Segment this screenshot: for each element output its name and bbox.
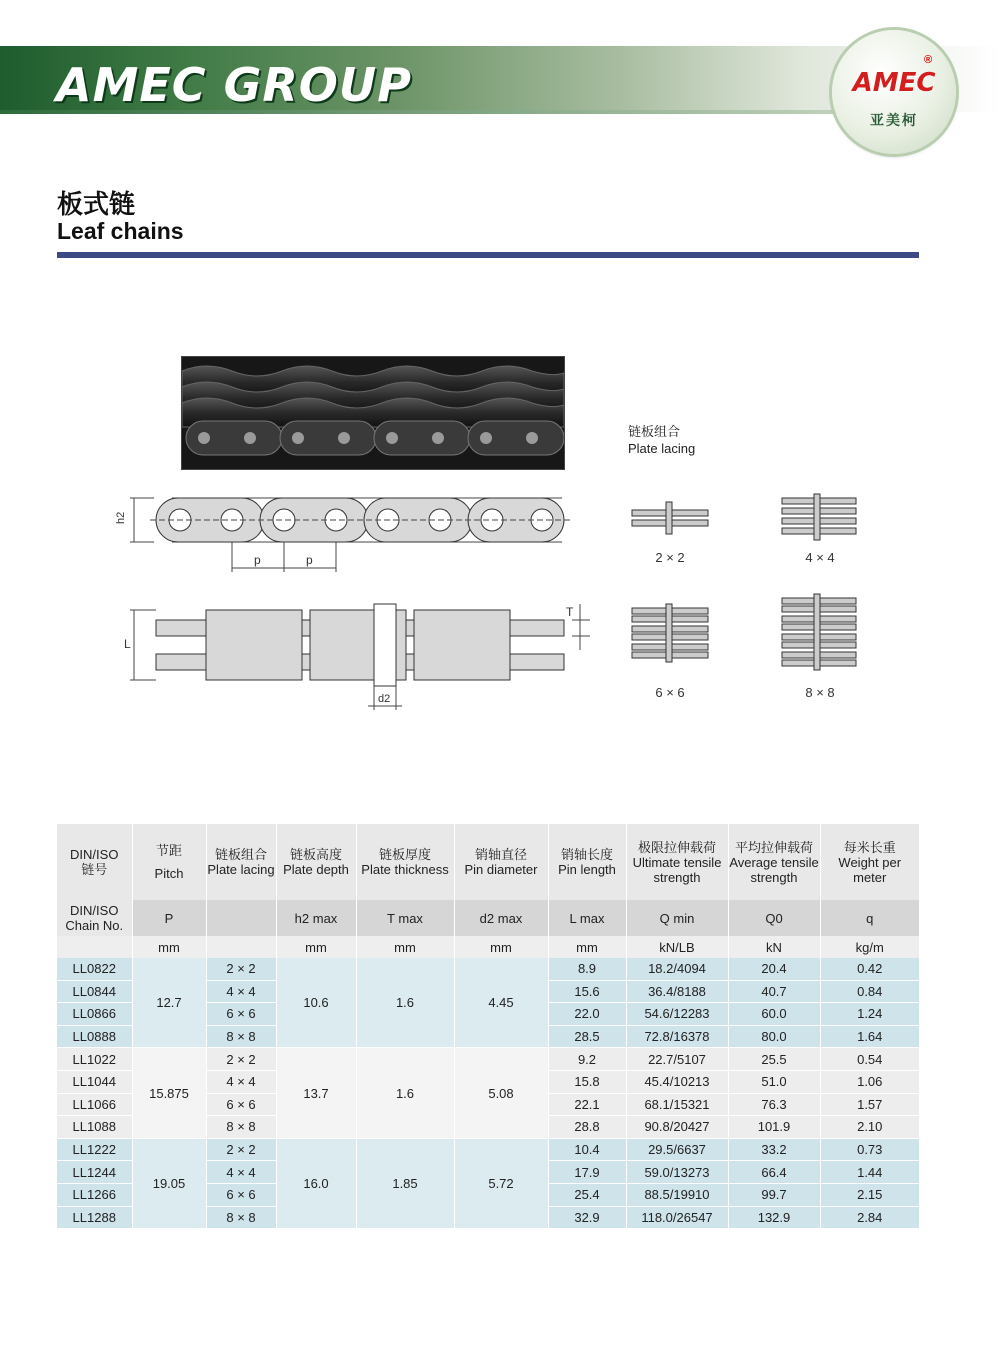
average-strength-cell: 76.3 xyxy=(728,1093,820,1116)
sym-pitch: P xyxy=(132,900,206,936)
pin-length-cell: 28.8 xyxy=(548,1116,626,1139)
chain-no-cell: LL1044 xyxy=(57,1070,132,1093)
depth-cell: 10.6 xyxy=(276,958,356,1048)
label-L: L xyxy=(124,637,131,651)
pin-length-cell: 9.2 xyxy=(548,1048,626,1071)
table-row xyxy=(57,1138,919,1161)
depth-cell: 13.7 xyxy=(276,1048,356,1138)
average-strength-cell: 20.4 xyxy=(728,958,820,980)
pitch-cell: 15.875 xyxy=(132,1048,206,1138)
lacing-4x4-diagram xyxy=(778,492,862,542)
lacing-4x4-label: 4 × 4 xyxy=(805,550,835,565)
label-p1: p xyxy=(254,553,261,567)
header-depth: 链板高度 Plate depth xyxy=(276,824,356,900)
thickness-cell: 1.6 xyxy=(356,958,454,1048)
unit-lacing xyxy=(206,936,276,958)
sym-lacing xyxy=(206,900,276,936)
weight-cell: 1.06 xyxy=(820,1070,919,1093)
pin-length-cell: 22.0 xyxy=(548,1003,626,1026)
weight-cell: 1.24 xyxy=(820,1003,919,1026)
logo-word: AMEC xyxy=(852,68,936,98)
ultimate-strength-cell: 59.0/13273 xyxy=(626,1161,728,1184)
lacing-cell: 2 × 2 xyxy=(206,1138,276,1161)
lacing-cell: 6 × 6 xyxy=(206,1003,276,1026)
header-pin-length: 销轴长度 Pin length xyxy=(548,824,626,900)
average-strength-cell: 33.2 xyxy=(728,1138,820,1161)
unit-weight: kg/m xyxy=(820,936,919,958)
label-p2: p xyxy=(306,553,313,567)
brand-title: AMEC GROUP xyxy=(56,58,412,112)
lacing-cell: 6 × 6 xyxy=(206,1093,276,1116)
sym-pin-length: L max xyxy=(548,900,626,936)
pin-diameter-cell: 4.45 xyxy=(454,958,548,1048)
lacing-title xyxy=(628,423,695,457)
sym-weight: q xyxy=(820,900,919,936)
thickness-cell: 1.6 xyxy=(356,1048,454,1138)
lacing-cell: 4 × 4 xyxy=(206,980,276,1003)
pin-length-cell: 10.4 xyxy=(548,1138,626,1161)
lacing-8x8-diagram xyxy=(778,592,862,672)
page-title-en: Leaf chains xyxy=(57,218,184,244)
lacing-cell: 2 × 2 xyxy=(206,1048,276,1071)
label-T: T xyxy=(566,605,574,619)
unit-depth: mm xyxy=(276,936,356,958)
chain-no-cell: LL1244 xyxy=(57,1161,132,1184)
pin-length-cell: 15.8 xyxy=(548,1070,626,1093)
pitch-cell: 12.7 xyxy=(132,958,206,1048)
chain-no-cell: LL0844 xyxy=(57,980,132,1003)
weight-cell: 0.73 xyxy=(820,1138,919,1161)
chain-no-cell: LL1222 xyxy=(57,1138,132,1161)
unit-chain-no xyxy=(57,936,132,958)
chain-no-cell: LL0888 xyxy=(57,1025,132,1048)
average-strength-cell: 25.5 xyxy=(728,1048,820,1071)
unit-average: kN xyxy=(728,936,820,958)
weight-cell: 2.84 xyxy=(820,1206,919,1229)
label-d2: d2 xyxy=(378,693,391,705)
unit-pin-length: mm xyxy=(548,936,626,958)
chain-photo xyxy=(181,356,565,470)
pin-diameter-cell: 5.72 xyxy=(454,1138,548,1228)
spec-table-body xyxy=(57,958,919,1229)
amec-logo xyxy=(832,30,956,154)
sym-ultimate: Q min xyxy=(626,900,728,936)
lacing-cell: 8 × 8 xyxy=(206,1025,276,1048)
weight-cell: 0.84 xyxy=(820,980,919,1003)
header-lacing: 链板组合 Plate lacing xyxy=(206,824,276,900)
lacing-8x8-label: 8 × 8 xyxy=(805,685,835,700)
title-rule xyxy=(57,252,919,258)
average-strength-cell: 99.7 xyxy=(728,1183,820,1206)
pin-length-cell: 8.9 xyxy=(548,958,626,980)
spec-table xyxy=(57,824,919,1229)
pin-length-cell: 17.9 xyxy=(548,1161,626,1184)
ultimate-strength-cell: 54.6/12283 xyxy=(626,1003,728,1026)
unit-ultimate: kN/LB xyxy=(626,936,728,958)
weight-cell: 0.42 xyxy=(820,958,919,980)
lacing-6x6-diagram xyxy=(630,602,714,664)
ultimate-strength-cell: 22.7/5107 xyxy=(626,1048,728,1071)
lacing-title-cn: 链板组合 xyxy=(628,424,681,439)
average-strength-cell: 132.9 xyxy=(728,1206,820,1229)
weight-cell: 0.54 xyxy=(820,1048,919,1071)
ultimate-strength-cell: 72.8/16378 xyxy=(626,1025,728,1048)
lacing-2x2-diagram xyxy=(630,498,714,538)
chain-no-cell: LL0822 xyxy=(57,958,132,980)
pin-length-cell: 22.1 xyxy=(548,1093,626,1116)
unit-pin-diameter: mm xyxy=(454,936,548,958)
ultimate-strength-cell: 90.8/20427 xyxy=(626,1116,728,1139)
lacing-6x6-label: 6 × 6 xyxy=(655,685,685,700)
ultimate-strength-cell: 68.1/15321 xyxy=(626,1093,728,1116)
header-average-strength: 平均拉伸载荷 Average tensile strength xyxy=(728,824,820,900)
pin-length-cell: 25.4 xyxy=(548,1183,626,1206)
ultimate-strength-cell: 18.2/4094 xyxy=(626,958,728,980)
chain-no-cell: LL1066 xyxy=(57,1093,132,1116)
table-row xyxy=(57,958,919,980)
logo-registered-mark: ® xyxy=(924,54,933,66)
lacing-cell: 8 × 8 xyxy=(206,1116,276,1139)
weight-cell: 1.57 xyxy=(820,1093,919,1116)
ultimate-strength-cell: 29.5/6637 xyxy=(626,1138,728,1161)
pin-length-cell: 32.9 xyxy=(548,1206,626,1229)
sym-thickness: T max xyxy=(356,900,454,936)
pitch-cell: 19.05 xyxy=(132,1138,206,1228)
ultimate-strength-cell: 45.4/10213 xyxy=(626,1070,728,1093)
header-pin-diameter: 销轴直径 Pin diameter xyxy=(454,824,548,900)
logo-chinese-name: 亚美柯 xyxy=(870,112,918,128)
header-pitch: 节距 Pitch xyxy=(132,824,206,900)
chain-no-cell: LL1088 xyxy=(57,1116,132,1139)
lacing-title-en: Plate lacing xyxy=(628,441,696,456)
page-title-cn: 板式链 xyxy=(57,189,136,219)
ultimate-strength-cell: 88.5/19910 xyxy=(626,1183,728,1206)
unit-pitch: mm xyxy=(132,936,206,958)
lacing-cell: 8 × 8 xyxy=(206,1206,276,1229)
pin-diameter-cell: 5.08 xyxy=(454,1048,548,1138)
weight-cell: 1.64 xyxy=(820,1025,919,1048)
sym-pin-diameter: d2 max xyxy=(454,900,548,936)
chain-no-cell: LL1288 xyxy=(57,1206,132,1229)
header-thickness: 链板厚度 Plate thickness xyxy=(356,824,454,900)
chain-no-cell: LL1266 xyxy=(57,1183,132,1206)
average-strength-cell: 101.9 xyxy=(728,1116,820,1139)
lacing-2x2-label: 2 × 2 xyxy=(655,550,685,565)
chain-no-cell: LL0866 xyxy=(57,1003,132,1026)
average-strength-cell: 40.7 xyxy=(728,980,820,1003)
label-h2: h2 xyxy=(115,511,127,524)
table-row xyxy=(57,1048,919,1071)
chain-drawings xyxy=(110,480,590,720)
header-weight: 每米长重 Weight per meter xyxy=(820,824,919,900)
weight-cell: 1.44 xyxy=(820,1161,919,1184)
average-strength-cell: 80.0 xyxy=(728,1025,820,1048)
lacing-cell: 4 × 4 xyxy=(206,1070,276,1093)
header-chain-no: DIN/ISO 链号 xyxy=(57,824,132,900)
weight-cell: 2.15 xyxy=(820,1183,919,1206)
average-strength-cell: 60.0 xyxy=(728,1003,820,1026)
ultimate-strength-cell: 118.0/26547 xyxy=(626,1206,728,1229)
header-ultimate-strength: 极限拉伸载荷 Ultimate tensile strength xyxy=(626,824,728,900)
pin-length-cell: 15.6 xyxy=(548,980,626,1003)
average-strength-cell: 66.4 xyxy=(728,1161,820,1184)
lacing-cell: 2 × 2 xyxy=(206,958,276,980)
pin-length-cell: 28.5 xyxy=(548,1025,626,1048)
chain-no-cell: LL1022 xyxy=(57,1048,132,1071)
unit-thickness: mm xyxy=(356,936,454,958)
lacing-cell: 6 × 6 xyxy=(206,1183,276,1206)
sym-chain-no: DIN/ISO Chain No. xyxy=(57,900,132,936)
thickness-cell: 1.85 xyxy=(356,1138,454,1228)
lacing-cell: 4 × 4 xyxy=(206,1161,276,1184)
depth-cell: 16.0 xyxy=(276,1138,356,1228)
sym-average: Q0 xyxy=(728,900,820,936)
ultimate-strength-cell: 36.4/8188 xyxy=(626,980,728,1003)
average-strength-cell: 51.0 xyxy=(728,1070,820,1093)
sym-depth: h2 max xyxy=(276,900,356,936)
weight-cell: 2.10 xyxy=(820,1116,919,1139)
